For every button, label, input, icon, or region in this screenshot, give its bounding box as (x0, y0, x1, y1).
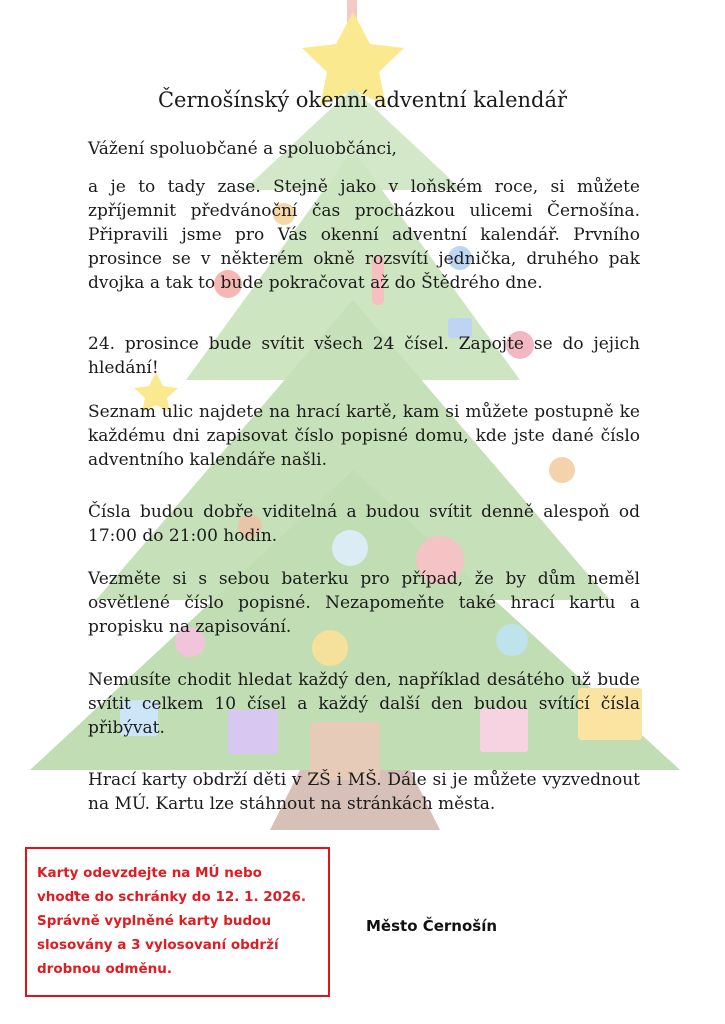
lighting-hours-paragraph: Čísla budou dobře viditelná a budou svítit denně alespoň od 17:00 do 21:00 hodin. (88, 502, 640, 546)
play-card-paragraph: Seznam ulic najdete na hrací kartě, kam si můžete postupně ke každému dni zapisovat číslo popisné domu, kde jste dané číslo adventního kalendáře našli. (88, 402, 640, 470)
flashlight-paragraph: Vezměte si s sebou baterku pro případ, že by dům neměl osvětlené číslo popisné. Nezapomeňte také hrací kartu a propisku na zapisování. (88, 569, 640, 637)
page-title: Černošínský okenní adventní kalendář (157, 88, 568, 112)
card-pickup-paragraph: Hrací karty obdrží děti v ZŠ i MŠ. Dále si je můžete vyzvednout na MÚ. Kartu lze stáhnout na stránkách města. (88, 770, 640, 814)
not-every-day-paragraph: Nemusíte chodit hledat každý den, například desátého už bude svítit celkem 10 čísel a každý další den budou svítící čísla přibývat. (88, 670, 640, 738)
notice-line: drobnou odměnu. (37, 961, 172, 977)
signature: Město Černošín (366, 917, 498, 935)
notice-line: slosovány a 3 vylosovaní obdrží (37, 937, 279, 953)
notice-line: Správně vyplněné karty budou (37, 913, 272, 929)
final-day-paragraph: 24. prosince bude svítit všech 24 čísel. Zapojte se do jejich hledání! (88, 334, 640, 378)
notice-line: Karty odevzdejte na MÚ nebo (37, 865, 262, 881)
notice-line: vhoďte do schránky do 12. 1. 2026. (37, 889, 306, 905)
greeting-paragraph: Vážení spoluobčané a spoluobčánci, (88, 139, 397, 159)
intro-paragraph: a je to tady zase. Stejně jako v loňském roce, si můžete zpříjemnit předvánoční čas procházkou ulicemi Černošína. Připravili jsme pro Vás okenní adventní kalendář. Prvního prosince se v některém okně rozsvítí jednička, druhého pak dvojka a tak to bude pokračovat až do Štědrého dne. (88, 177, 640, 293)
return-cards-notice (25, 847, 330, 997)
